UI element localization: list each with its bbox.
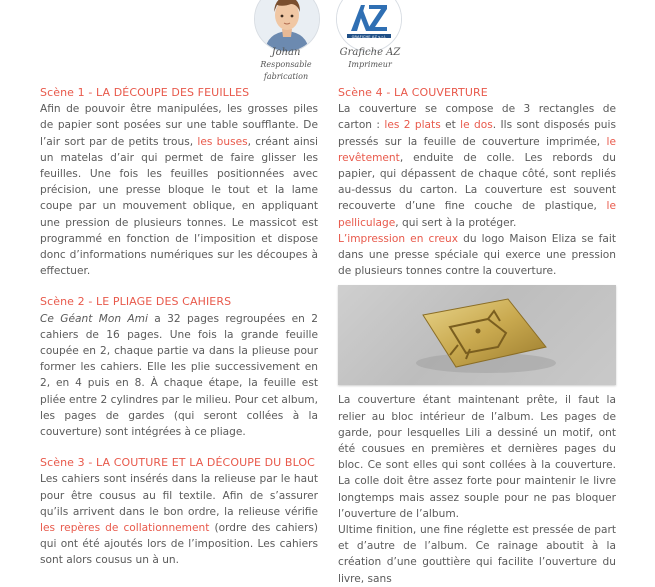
johan-name: Johan [271,47,301,58]
grafiche-az-logo [336,0,402,52]
scene-3-title: Scène 3 - LA COUTURE ET LA DÉCOUPE DU BLOC [40,456,315,470]
scene-4-text-part: , qui sert à la protéger. [395,216,517,229]
right-column [338,85,616,587]
term-revetement: le revêtement [338,135,616,164]
johan-caption [248,47,324,83]
brass-die-icon [338,285,616,385]
grafiche-caption [330,47,410,71]
johan-avatar [254,0,320,52]
scene-4-text-part: , enduite de colle. Les rebords du papier, qui dépassent de chaque côté, sont repliés au-dessus du carton. La couverture est souvent recouverte d’une fine couche de plastique, [338,151,616,213]
scene-4-text-3: La couverture étant maintenant prête, il faut la relier au bloc intérieur de l’album. Les pages de garde, pour lesquelles Lili a dessiné un motif, ont été cousues en premières et dernières pages du bloc. Ce sont elles qui sont collées à la couverture. La colle doit être assez forte pour maintenir le livre longtemps mais assez souple pour ne pas bloquer l’ouverture de l’album. [338,394,616,520]
scene-1-text-part: , créant ainsi un matelas d’air qui permet de faire glisser les feuilles. Une fois les feuilles positionnées avec précision, une presse bloque le tout et la lame coupe par un mouvement oblique, en appliquant une pression de plusieurs tonnes. Le massicot est programmé en fonction de l’imposition et dispose donc d’informations numériques sur les découpes à effectuer. [40,135,318,278]
scene-3-text-part: (ordre des cahiers) qui ont été ajoutés lors de l’imposition. Les cahiers sont alors cousus un à un. [40,522,319,567]
johan-role-line2: fabrication [263,72,309,81]
logo-subtext: GRAFICHE AZ s.r.l. [351,35,387,39]
scene-2-title: Scène 2 - LE PLIAGE DES CAHIERS [40,295,232,309]
scene-3-text-part: Les cahiers sont insérés dans la relieuse par le haut pour être cousus au fil textile. Afin de s’assurer qu’ils arrivent dans le bon ordre, la relieuse vérifie [40,473,318,518]
term-reperes: les repères de collationnement [40,522,210,535]
scene-4-text-part: . Ils sont disposés puis pressés sur la feuille de couverture imprimée, [338,119,616,148]
scene-3-text [40,471,318,568]
scene-1-text-part: Afin de pouvoir être manipulées, les grosses piles de papier sont posées sur une table soufflante. De l’air sort par de petits trous, [40,103,318,148]
scene-4-text-part: La couverture se compose de 3 rectangles de carton : [338,103,616,132]
grafiche-name: Grafiche AZ [339,47,401,58]
scene-4-text-2 [338,231,616,280]
grafiche-role: Imprimeur [348,60,392,69]
term-impression-creux: L’impression en creux [338,232,458,245]
term-dos: le dos [460,119,493,132]
left-column [40,85,318,569]
book-title: Ce Géant Mon Ami [40,312,148,325]
scene-4-text-1 [338,101,616,231]
embossing-die-photo [338,285,616,385]
term-buses: les buses [197,135,248,148]
scene-1-text [40,101,318,279]
johan-role-line1: Responsable [260,60,312,69]
scene-4-text-part: du logo Maison Eliza se fait dans une presse spéciale qui exerce une pression de plusieurs tonnes contre la couverture. [338,232,616,278]
scene-2-text-part: a 32 pages regroupées en 2 cahiers de 16 pages. Une fois la grande feuille coupée en 2, chaque partie va dans la plieuse pour former les cahiers. Elle les plie successivement en 2, en 4 puis en 8. À chaque étape, la feuille est pliée entre 2 cylindres par le milieu. Pour cet album, les pages de gardes (qui seront collées à la couverture) sont intégrées à ce pliage. [40,312,318,439]
scene-4-title: Scène 4 - LA COUVERTURE [338,86,488,99]
term-plats: les 2 plats [384,119,441,132]
term-pelliculage: le pelliculage [338,200,616,229]
scene-4-text-4: Ultime finition, une fine réglette est pressée de part et d’autre de l’album. Ce rainage aboutit à la création d’une gouttière qui facilite l’ouverture du livre, sans [338,524,616,585]
johan-portrait-icon [255,0,319,51]
scene-2-text [40,311,318,441]
scene-1-title: Scène 1 - LA DÉCOUPE DES FEUILLES [40,86,250,99]
az-logo-icon [337,0,401,51]
scene-4-text-part: et [440,119,461,132]
